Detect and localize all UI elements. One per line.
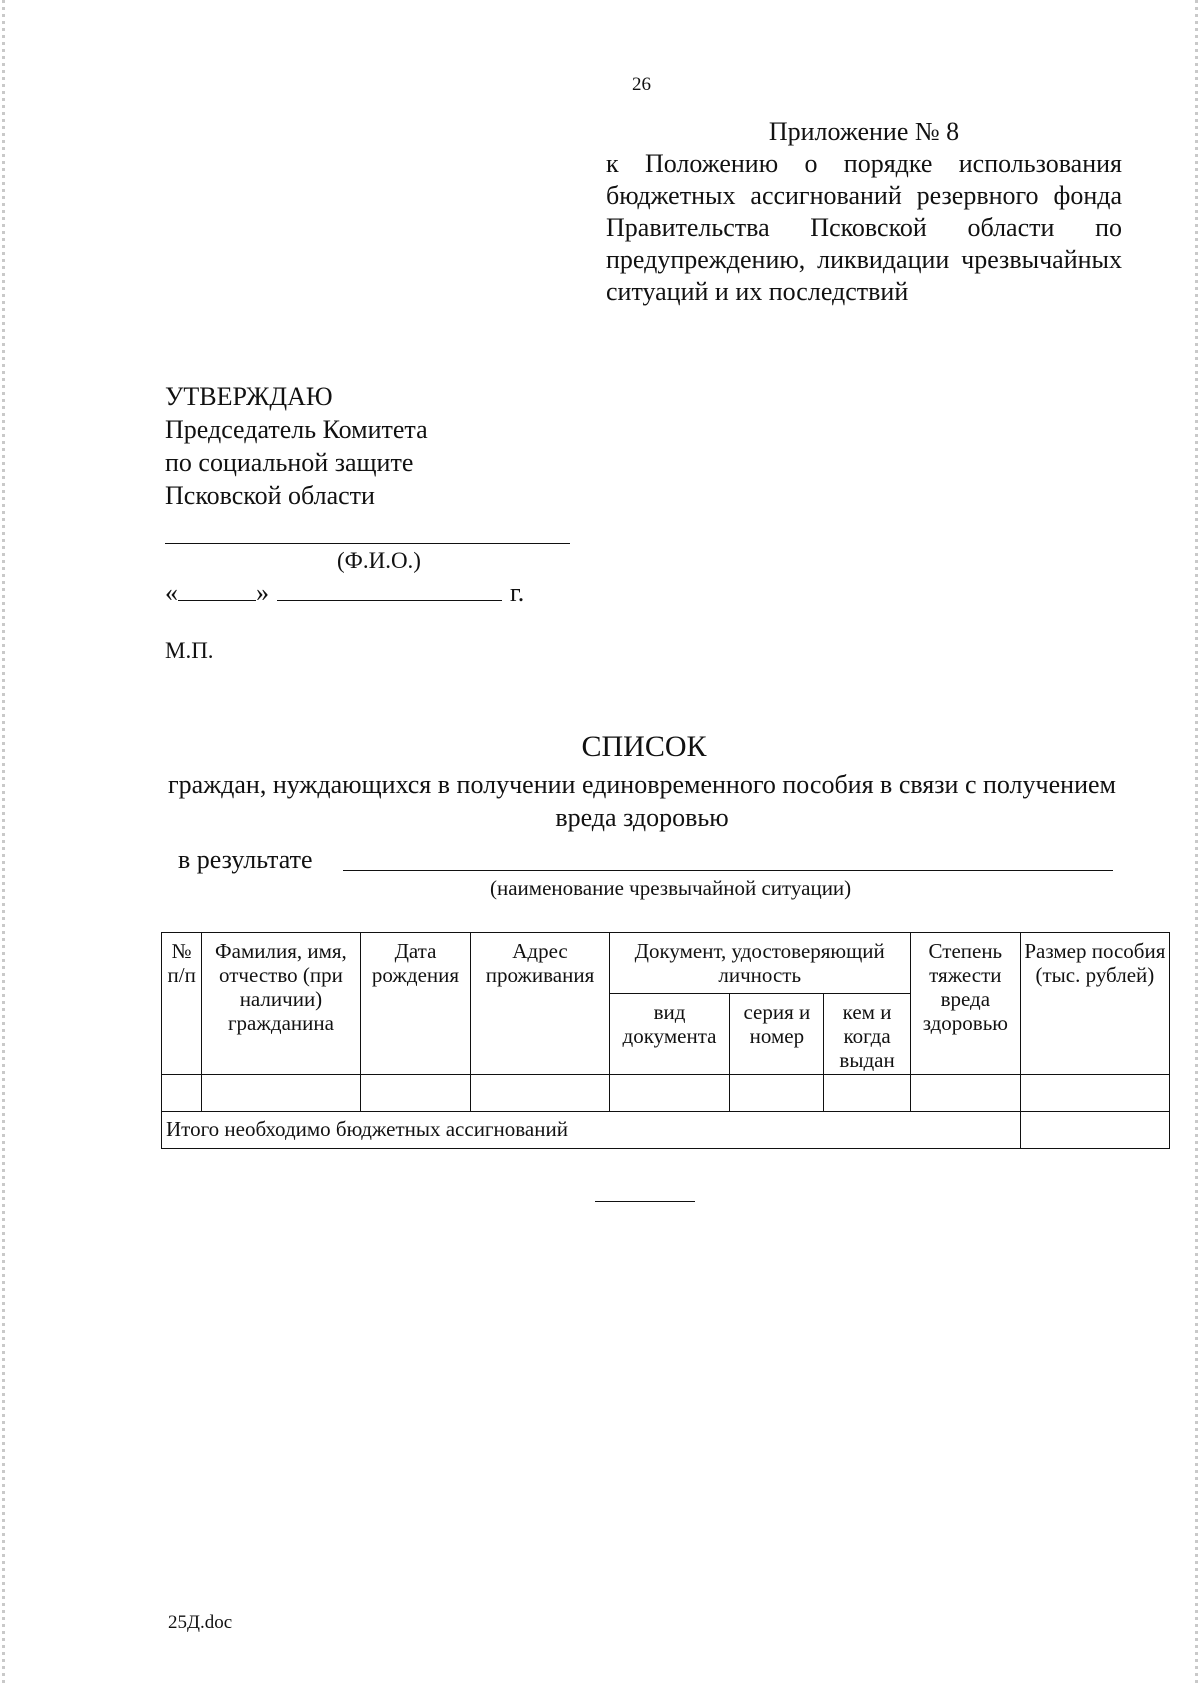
table-cell bbox=[360, 1075, 471, 1112]
list-title: СПИСОК bbox=[581, 730, 707, 763]
table-cell bbox=[824, 1075, 911, 1112]
header-doc-type: вид документа bbox=[609, 994, 730, 1075]
list-subtitle: граждан, нуждающихся в получении единовременного пособия в связи с получением вреда здоровью bbox=[168, 770, 1116, 832]
table-total-row bbox=[162, 1112, 1170, 1149]
header-birth: Дата рождения bbox=[360, 933, 471, 1075]
date-quote-open: « bbox=[165, 578, 178, 607]
table-cell bbox=[1020, 1075, 1169, 1112]
header-no: № п/п bbox=[162, 933, 202, 1075]
header-doc-series: серия и номер bbox=[730, 994, 824, 1075]
year-suffix: г. bbox=[510, 578, 525, 607]
scan-edge-right bbox=[1195, 0, 1198, 1686]
table-row bbox=[162, 1075, 1170, 1112]
header-address: Адрес проживания bbox=[471, 933, 609, 1075]
appendix-block bbox=[606, 116, 1122, 308]
page-number: 26 bbox=[632, 74, 651, 95]
table-cell bbox=[609, 1075, 730, 1112]
fio-caption: (Ф.И.О.) bbox=[337, 548, 421, 573]
header-size: Размер пособия (тыс. рублей) bbox=[1020, 933, 1169, 1075]
table-cell bbox=[471, 1075, 609, 1112]
end-divider bbox=[595, 1201, 695, 1202]
date-row bbox=[165, 578, 524, 608]
table-cell bbox=[162, 1075, 202, 1112]
appendix-text: к Положению о порядке использования бюджетных ассигнований резервного фонда Правительства Псковской области по предупреждению, ликвидации чрезвычайных ситуаций и их последствий bbox=[606, 149, 1122, 306]
appendix-title: Приложение № 8 bbox=[768, 117, 960, 146]
table-header-row bbox=[162, 933, 1170, 994]
stamp-place: М.П. bbox=[165, 638, 214, 663]
header-name: Фамилия, имя, отчество (при наличии) гражданина bbox=[202, 933, 360, 1075]
citizens-table bbox=[161, 932, 1170, 1149]
header-severity: Степень тяжести вреда здоровью bbox=[910, 933, 1020, 1075]
table-cell bbox=[202, 1075, 360, 1112]
result-label: в результате bbox=[178, 845, 313, 874]
total-label: Итого необходимо бюджетных ассигнований bbox=[162, 1112, 1021, 1149]
result-note: (наименование чрезвычайной ситуации) bbox=[490, 876, 852, 900]
scan-edge-left bbox=[2, 0, 5, 1686]
date-quote-close: » bbox=[256, 578, 269, 607]
approval-heading: УТВЕРЖДАЮ bbox=[165, 382, 333, 411]
approval-line-3: Псковской области bbox=[165, 481, 375, 510]
header-doc-issued: кем и когда выдан bbox=[824, 994, 911, 1075]
signature-line bbox=[165, 543, 570, 544]
approval-block bbox=[165, 380, 428, 512]
approval-line-1: Председатель Комитета bbox=[165, 415, 428, 444]
header-document: Документ, удостоверяющий личность bbox=[609, 933, 910, 994]
table-cell bbox=[730, 1075, 824, 1112]
total-value-cell bbox=[1020, 1112, 1169, 1149]
footer-filename: 25Д.doc bbox=[168, 1612, 233, 1633]
table-cell bbox=[910, 1075, 1020, 1112]
approval-line-2: по социальной защите bbox=[165, 448, 414, 477]
result-blank-line bbox=[343, 870, 1113, 871]
day-blank bbox=[178, 578, 256, 601]
month-year-blank bbox=[277, 578, 502, 601]
